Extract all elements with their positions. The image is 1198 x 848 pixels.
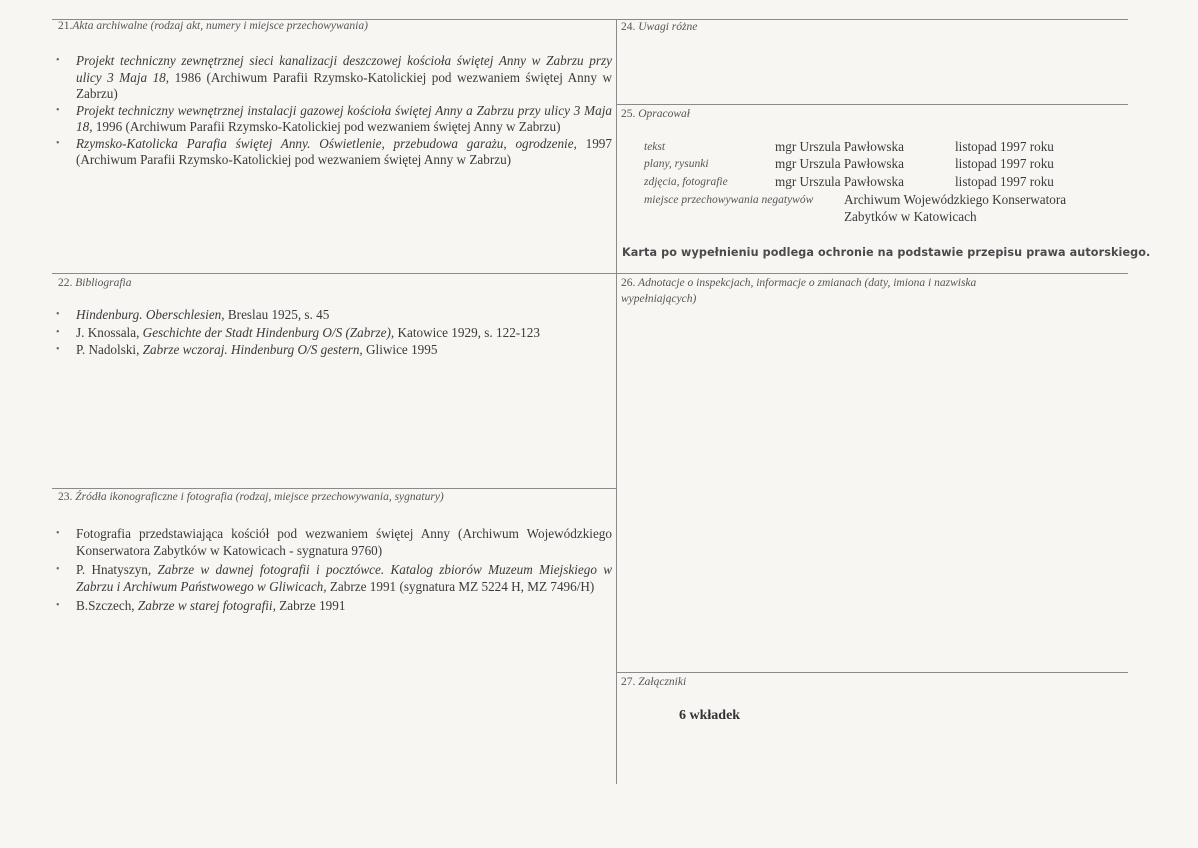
item-title: Hindenburg. Oberschlesien, [76, 307, 225, 322]
bullet-icon: • [56, 344, 60, 355]
bullet-icon: • [56, 104, 60, 116]
list-item [56, 598, 612, 615]
author-row-date: listopad 1997 roku [955, 139, 1054, 154]
section-22-number: 22. [58, 277, 73, 289]
section-23-list [56, 526, 612, 615]
negatives-value-line-1: Archiwum Wojewódzkiego Konserwatora [844, 192, 1067, 207]
negatives-label: miejsce przechowywania negatywów [644, 194, 814, 206]
section-24-title [621, 21, 697, 33]
divider-24-25 [616, 104, 1128, 105]
author-row-date: listopad 1997 roku [955, 174, 1054, 189]
divider-25-26 [616, 273, 1128, 274]
bullet-icon: • [56, 309, 60, 320]
item-title: Projekt techniczny wewnętrznej instalacji gazowej kościoła świętej Anny a Zabrzu przy ulicy 3 Maja 18, [76, 102, 612, 134]
section-21-list [56, 53, 612, 169]
section-21-number: 21. [58, 20, 73, 32]
section-22-list [56, 307, 612, 359]
section-24-number: 24. [621, 21, 636, 33]
section-23-title-text: Źródła ikonograficzne i fotografia (rodzaj, miejsce przechowywania, sygnatury) [75, 491, 444, 503]
bullet-icon: • [56, 528, 60, 539]
item-details: Zabrze 1991 [275, 598, 346, 613]
section-27-title [621, 676, 686, 688]
item-title: Rzymsko-Katolicka Parafia świętej Anny. Oświetlenie, przebudowa garażu, ogrodzenie, [76, 135, 577, 151]
section-26-title-line-1: Adnotacje o inspekcjach, informacje o zmianach (daty, imiona i nazwiska [638, 277, 977, 289]
list-item [56, 102, 612, 136]
item-details: Breslau 1925, s. 45 [224, 307, 330, 322]
item-details: 1986 (Archiwum Parafii Rzymsko-Katolickiej pod wezwaniem świętej Anny w Zabrzu) [76, 69, 612, 101]
section-22-title-text: Bibliografia [75, 277, 132, 289]
divider-21-22 [52, 273, 616, 274]
item-details: Katowice 1929, s. 122-123 [394, 324, 540, 340]
section-25-number: 25. [621, 108, 636, 120]
item-title: Zabrze wczoraj. Hindenburg O/S gestern, [142, 342, 363, 357]
divider-22-23 [52, 488, 616, 489]
list-item [56, 135, 612, 169]
section-24-title-text: Uwagi różne [638, 21, 698, 33]
section-25-title-text: Opracował [638, 108, 690, 120]
section-27-title-text: Załączniki [638, 676, 687, 688]
section-26-title-line-2: wypełniających) [621, 293, 697, 305]
item-details: Zabrze 1991 (sygnatura MZ 5224 H, MZ 7496/H) [326, 578, 595, 594]
item-details: 1996 (Archiwum Parafii Rzymsko-Katolickiej pod wezwaniem świętej Anny w Zabrzu) [92, 119, 561, 134]
section-27-number: 27. [621, 676, 636, 688]
list-item [56, 53, 612, 103]
author-row-name: mgr Urszula Pawłowska [775, 174, 904, 189]
negatives-value-line-2: Zabytków w Katowicach [844, 209, 977, 224]
section-26-title-continued [621, 293, 696, 305]
section-23-title [58, 491, 444, 503]
section-21-title-text: Akta archiwalne (rodzaj akt, numery i miejsce przechowywania) [72, 20, 368, 32]
bullet-icon: • [56, 137, 60, 149]
item-text: Fotografia przedstawiająca kościół pod wezwaniem świętej Anny (Archiwum Wojewódzkiego Konserwatora Zabytków w Katowicach - sygnatura 9760) [76, 526, 612, 558]
copyright-notice: Karta po wypełnieniu podlega ochronie na podstawie przepisu prawa autorskiego. [622, 246, 1151, 259]
author-row-label: zdjęcia, fotografie [644, 176, 728, 188]
author-row-date: listopad 1997 roku [955, 156, 1054, 171]
item-author: P. Hnatyszyn, [76, 562, 158, 577]
list-item [56, 526, 612, 559]
section-26-title [621, 277, 976, 289]
item-title: Projekt techniczny zewnętrznej sieci kanalizacji deszczowej kościoła świętej Anny w Zabrzu przy ulicy 3 Maja 18, [76, 53, 612, 85]
section-23-number: 23. [58, 491, 73, 503]
list-item [56, 324, 612, 342]
bullet-icon: • [56, 564, 60, 575]
item-details: Gliwice 1995 [362, 342, 438, 357]
bullet-icon: • [56, 326, 60, 338]
divider-26-27 [616, 672, 1128, 673]
attachments-value: 6 wkładek [679, 708, 741, 723]
column-divider [616, 19, 617, 784]
item-title: Zabrze w dawnej fotografii i pocztówce. Katalog zbiorów Muzeum Miejskiego w Zabrzu i Archiwum Państwowego w Gliwicach, [76, 562, 612, 594]
list-item [56, 562, 612, 595]
list-item [56, 307, 612, 324]
item-author: P. Nadolski, [76, 342, 143, 357]
item-author: B.Szczech, [76, 598, 138, 613]
item-title: Zabrze w starej fotografii, [137, 598, 276, 613]
item-title: Geschichte der Stadt Hindenburg O/S (Zabrze), [142, 324, 395, 340]
author-row-name: mgr Urszula Pawłowska [775, 139, 904, 154]
list-item [56, 342, 612, 359]
bullet-icon: • [56, 600, 60, 611]
author-row-name: mgr Urszula Pawłowska [775, 156, 904, 171]
author-row-label: tekst [644, 141, 666, 153]
section-26-number: 26. [621, 277, 636, 289]
section-21-title [58, 20, 368, 32]
bullet-icon: • [56, 55, 60, 66]
section-25-title [621, 108, 690, 120]
author-row-label: plany, rysunki [644, 158, 709, 170]
section-22-title [58, 277, 131, 289]
item-author: J. Knossala, [76, 324, 143, 340]
item-details: 1997 (Archiwum Parafii Rzymsko-Katolickiej pod wezwaniem świętej Anny w Zabrzu) [76, 135, 612, 167]
